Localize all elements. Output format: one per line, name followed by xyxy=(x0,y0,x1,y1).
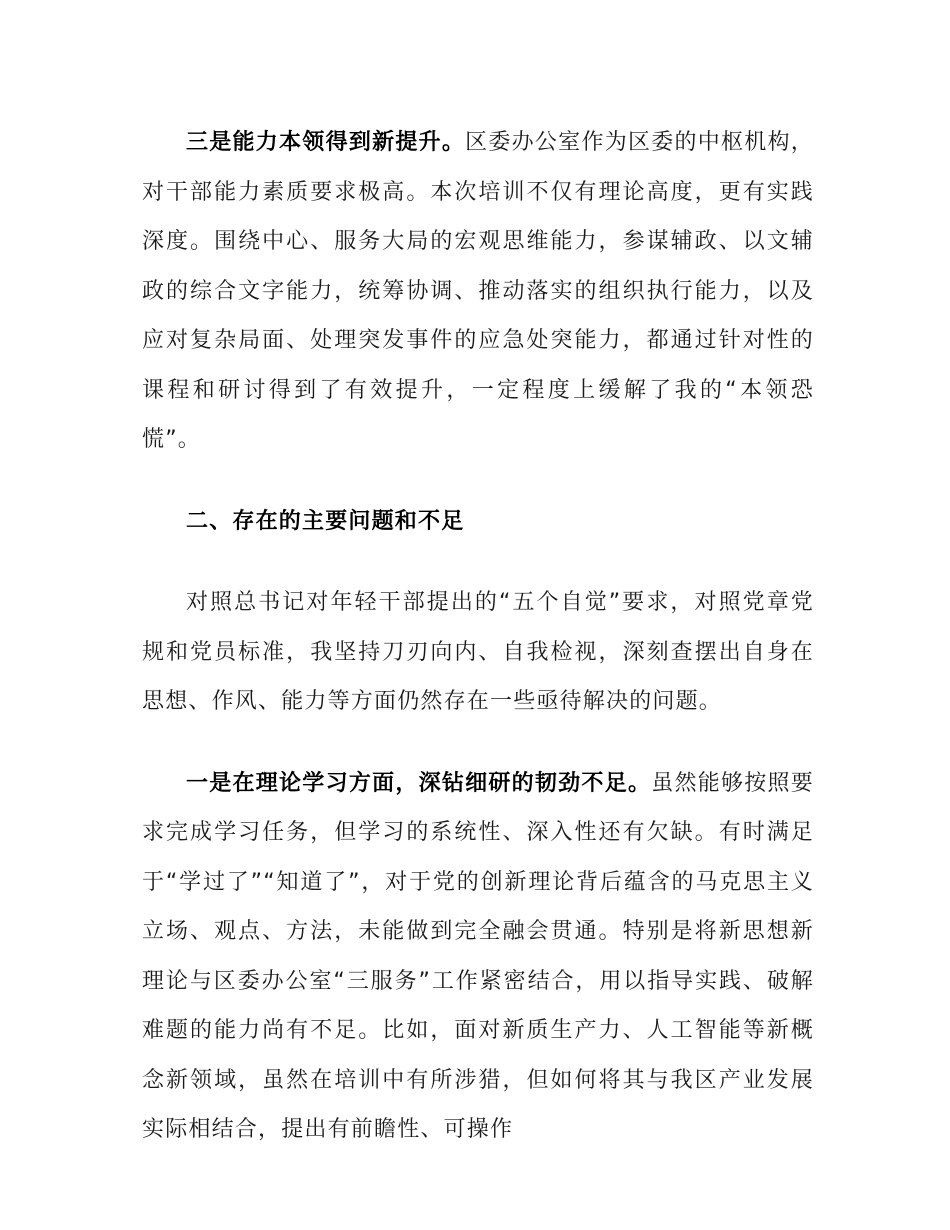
paragraph-self-review xyxy=(142,578,814,727)
paragraph-theory-study xyxy=(142,759,814,1155)
paragraph-text: 区委办公室作为区委的中枢机构，对干部能力素质要求极高。本次培训不仅有理论高度，更有实践深度。围绕中心、服务大局的宏观思维能力，参谋辅政、以文辅政的综合文字能力，统筹协调、推动落实的组织执行能力，以及应对复杂局面、处理突发事件的应急处突能力，都通过针对性的课程和研讨得到了有效提升，一定程度上缓解了我的“本领恐慌”。 xyxy=(142,130,814,452)
paragraph-ability-improvement xyxy=(142,118,814,465)
paragraph-lead: 三是能力本领得到新提升。 xyxy=(186,130,466,155)
document-body xyxy=(142,118,814,1155)
paragraph-gap xyxy=(142,546,814,578)
paragraph-text: 虽然能够按照要求完成学习任务，但学习的系统性、深入性还有欠缺。有时满足于“学过了”“知道了”，对于党的创新理论背后蕴含的马克思主义立场、观点、方法，未能做到完全融会贯通。特别是将新思想新理论与区委办公室“三服务”工作紧密结合，用以指导实践、破解难题的能力尚有不足。比如，面对新质生产力、人工智能等新概念新领域，虽然在培训中有所涉猎，但如何将其与我区产业发展实际相结合，提出有前瞻性、可操作 xyxy=(142,770,814,1142)
paragraph-lead: 一是在理论学习方面，深钻细研的韧劲不足。 xyxy=(186,770,652,796)
paragraph-gap xyxy=(142,465,814,497)
paragraph-gap xyxy=(142,727,814,759)
section-heading: 二、存在的主要问题和不足 xyxy=(186,508,465,534)
paragraph-text: 对照总书记对年轻干部提出的“五个自觉”要求，对照党章党规和党员标准，我坚持刀刃向内、自我检视，深刻查摆出自身在思想、作风、能力等方面仍然存在一些亟待解决的问题。 xyxy=(142,590,814,714)
